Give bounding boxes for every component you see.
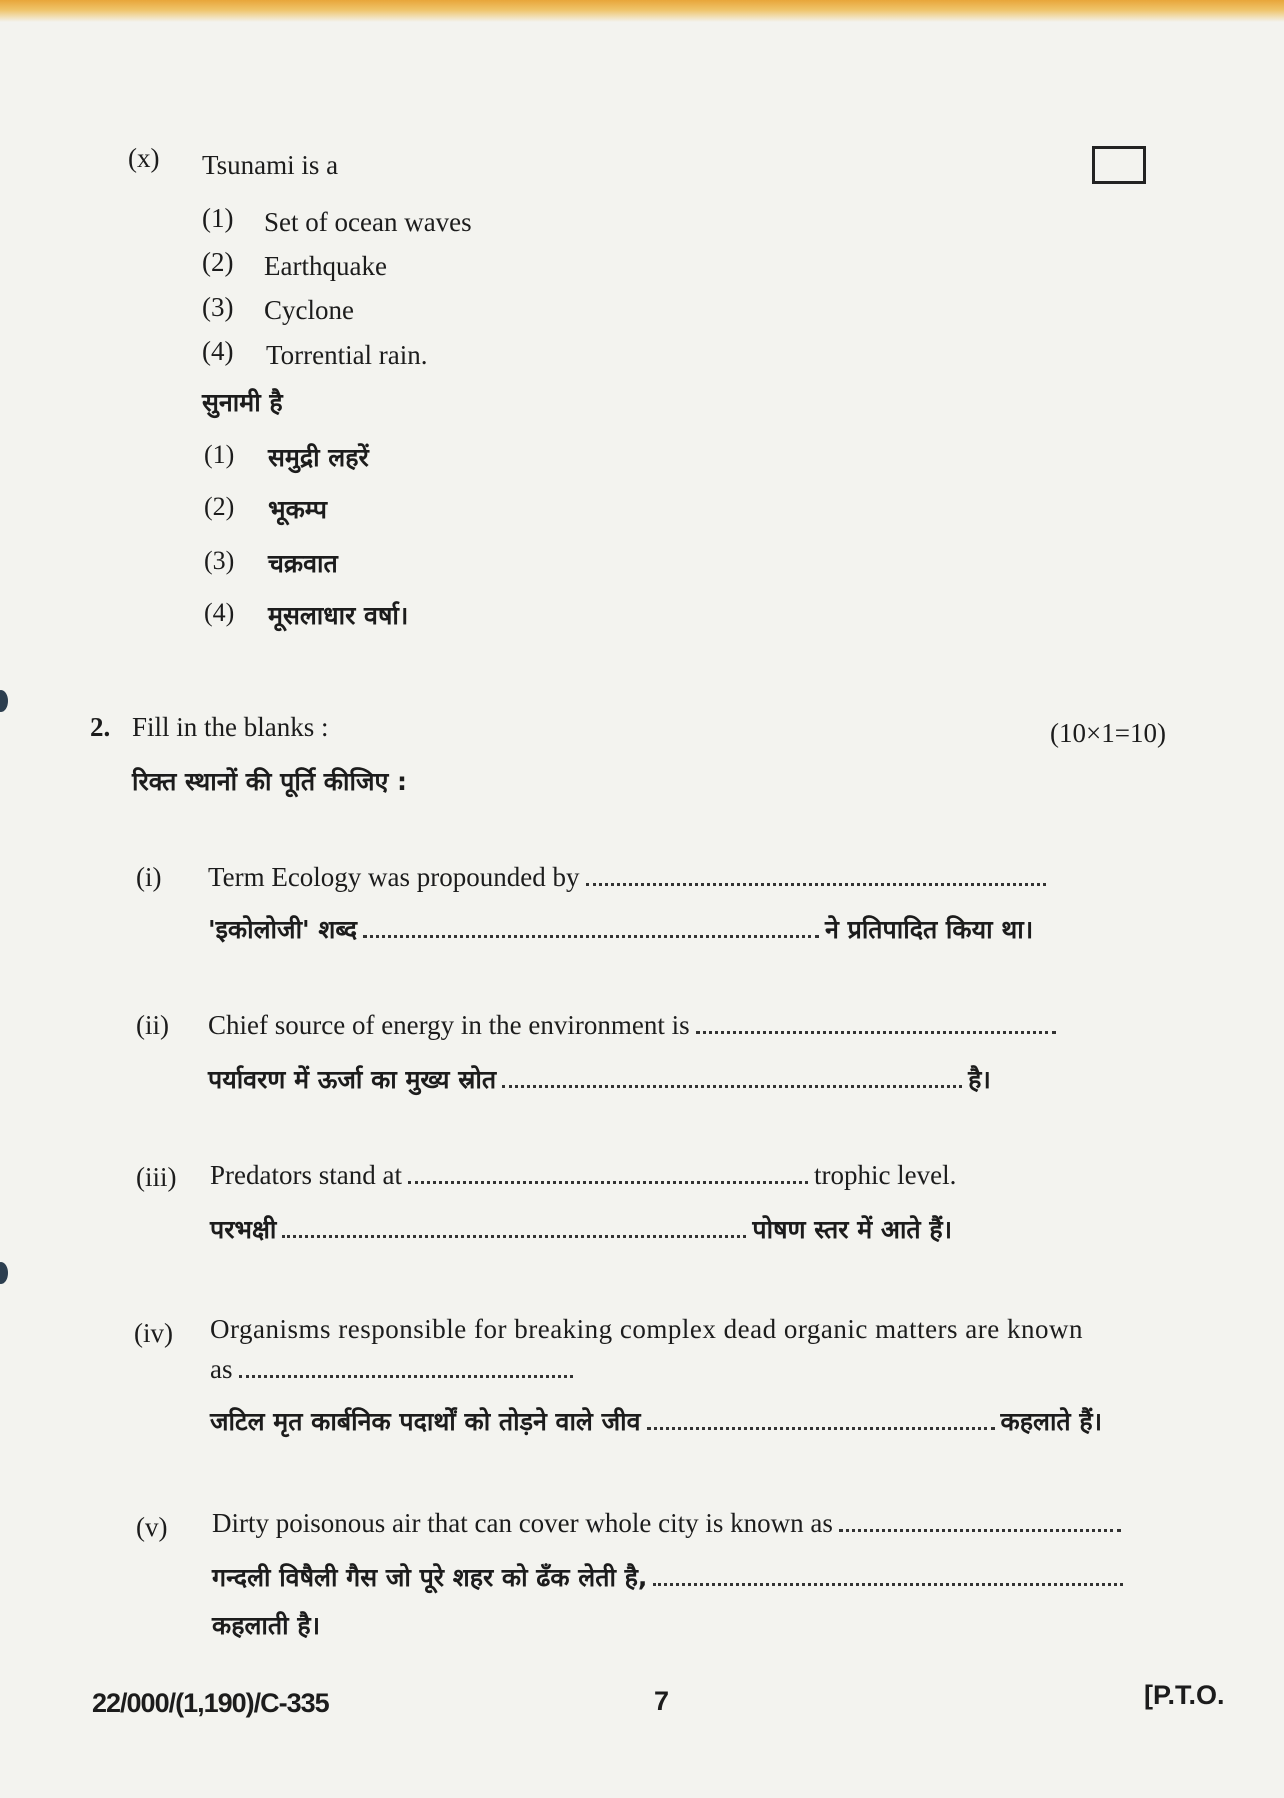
item-text: trophic level. [813,1160,957,1190]
blank-line[interactable] [647,1427,995,1430]
blank-line[interactable] [653,1583,1123,1586]
item-text: Organisms responsible for breaking complex dead organic matters are known [210,1314,1084,1344]
item-text: Chief source of energy in the environment is [208,1010,690,1040]
option-text: Earthquake [264,251,387,281]
fill-item-en [210,1160,956,1191]
item-number: (i) [136,862,162,892]
question-title-hi: रिक्त स्थानों की पूर्ति कीजिए : [132,767,408,796]
option-text: Set of ocean waves [264,207,472,237]
option-number: (3) [204,546,235,575]
blank-line[interactable] [363,935,819,938]
question-title-en: Fill in the blanks : [132,712,329,742]
binding-hole [0,1262,8,1284]
option-number: (4) [202,336,234,366]
marks-label: (10×1=10) [1050,718,1166,748]
fill-item-en [212,1508,1127,1539]
question-number: 2. [90,712,111,742]
fill-item-en [208,862,1052,893]
item-text: पर्यावरण में ऊर्जा का मुख्य स्रोत [208,1065,497,1094]
page-top-edge [0,0,1284,22]
option-number: (4) [204,598,235,627]
item-text: गन्दली विषैली गैस जो पूरे शहर को ढँक लेती है, [212,1563,648,1592]
fill-item-en [208,1010,1062,1041]
item-text: as [210,1354,233,1384]
item-text: Dirty poisonous air that can cover whole city is known as [212,1508,833,1538]
blank-line[interactable] [282,1235,746,1238]
option-number: (2) [204,492,235,521]
item-text: है। [968,1065,991,1094]
item-number: (ii) [136,1010,169,1040]
blank-line[interactable] [502,1085,962,1088]
item-text: Predators stand at [210,1160,402,1190]
question-number: (x) [128,143,160,173]
page-number: 7 [654,1686,670,1716]
item-text: ने प्रतिपादित किया था। [825,915,1034,944]
fill-item-hi [210,1404,1102,1438]
option-text: Torrential rain. [266,340,428,370]
question-stem-en: Tsunami is a [202,150,339,180]
option-number: (1) [204,440,235,469]
item-text: परभक्षी [210,1215,277,1244]
paper-code: 22/000/(1,190)/C-335 [92,1688,329,1718]
option-text: समुद्री लहरें [268,443,369,472]
answer-box[interactable] [1092,146,1146,184]
blank-line[interactable] [408,1181,808,1184]
fill-item-en [210,1354,579,1385]
option-text: मूसलाधार वर्षा। [268,601,409,630]
fill-item-hi [212,1560,1129,1594]
item-text: Term Ecology was propounded by [208,862,580,892]
blank-line[interactable] [586,883,1046,886]
option-number: (2) [202,247,234,277]
fill-item-hi [210,1212,952,1246]
blank-line[interactable] [696,1031,1056,1034]
blank-line[interactable] [839,1529,1121,1532]
binding-hole [0,690,8,712]
item-text: कहलाते हैं। [1000,1407,1103,1436]
option-text: चक्रवात [268,549,338,578]
option-text: भूकम्प [268,495,327,524]
blank-line[interactable] [239,1375,573,1378]
fill-item-hi [208,1062,991,1096]
option-number: (3) [202,292,234,322]
item-text: जटिल मृत कार्बनिक पदार्थों को तोड़ने वाले जीव [210,1407,641,1436]
item-text: पोषण स्तर में आते हैं। [752,1215,953,1244]
item-text: 'इकोलोजी' शब्द [208,915,358,944]
pto-label: [P.T.O. [1144,1680,1225,1710]
item-number: (iii) [136,1162,177,1192]
item-number: (v) [136,1512,168,1542]
item-number: (iv) [134,1318,173,1348]
question-stem-hi: सुनामी है [202,388,283,417]
fill-item-hi [208,912,1033,946]
option-text: Cyclone [264,295,354,325]
item-text: कहलाती है। [212,1611,321,1640]
option-number: (1) [202,203,234,233]
